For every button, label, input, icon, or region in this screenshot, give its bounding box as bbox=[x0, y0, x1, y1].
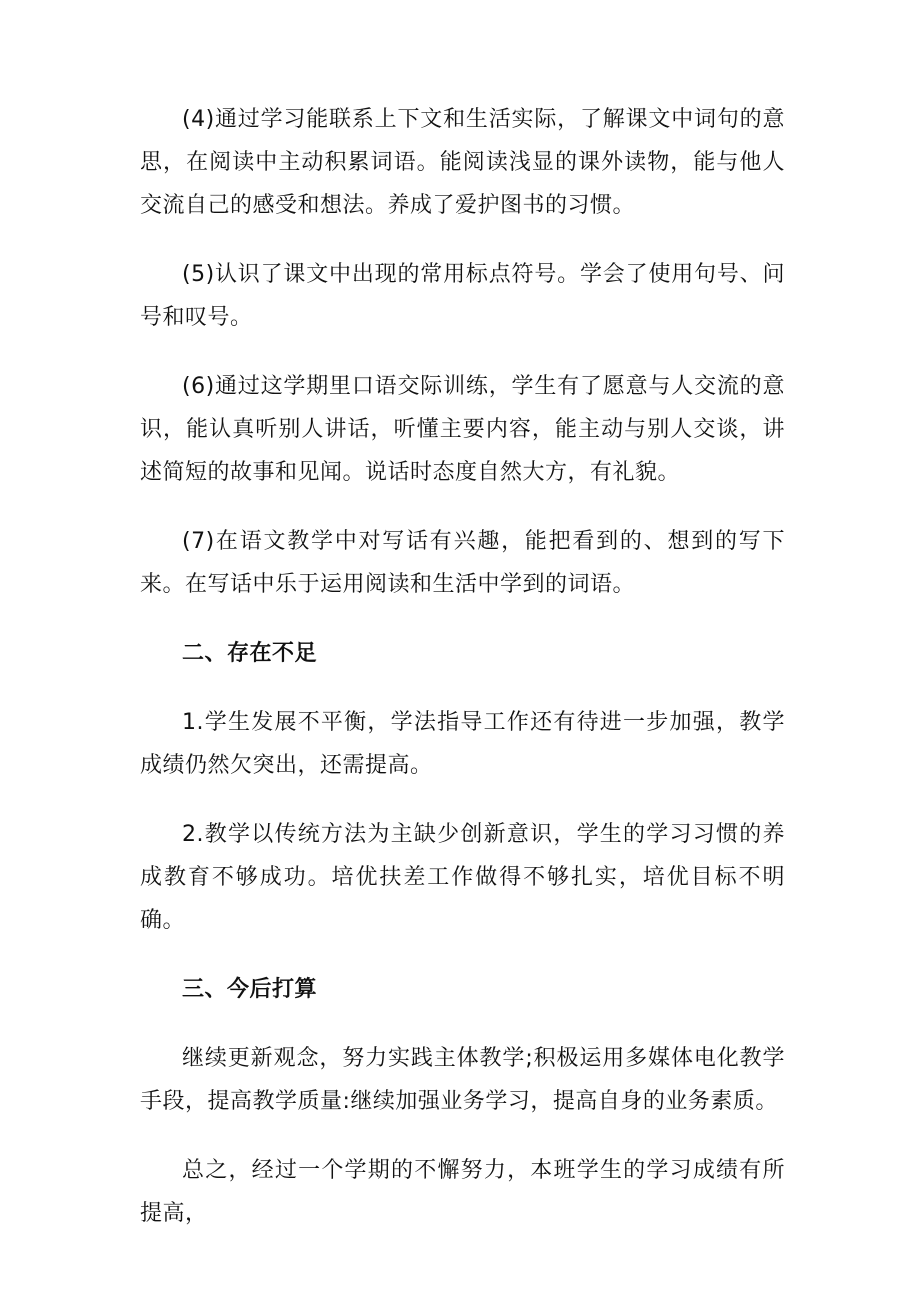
document-body bbox=[140, 98, 785, 1261]
paragraph-item-4: (4)通过学习能联系上下文和生活实际，了解课文中词句的意思，在阅读中主动积累词语。能阅读浅显的课外读物，能与他人交流自己的感受和想法。养成了爱护图书的习惯。 bbox=[140, 107, 785, 218]
paragraph-item-5: (5)认识了课文中出现的常用标点符号。学会了使用句号、问号和叹号。 bbox=[140, 262, 785, 330]
paragraph-shortcoming-2: 2.教学以传统方法为主缺少创新意识，学生的学习习惯的养成教育不够成功。培优扶差工作做得不够扎实，培优目标不明确。 bbox=[140, 822, 785, 933]
paragraph-future-plans: 继续更新观念，努力实践主体教学;积极运用多媒体电化教学手段，提高教学质量:继续加强业务学习，提高自身的业务素质。 bbox=[140, 1046, 785, 1114]
paragraph-item-6: (6)通过这学期里口语交际训练，学生有了愿意与人交流的意识，能认真听别人讲话，听懂主要内容，能主动与别人交谈，讲述简短的故事和见闻。说话时态度自然大方，有礼貌。 bbox=[140, 374, 785, 485]
paragraph-item-7: (7)在语文教学中对写话有兴趣，能把看到的、想到的写下来。在写话中乐于运用阅读和生活中学到的词语。 bbox=[140, 529, 785, 597]
section-heading-shortcomings: 二、存在不足 bbox=[182, 641, 318, 666]
paragraph-conclusion: 总之，经过一个学期的不懈努力，本班学生的学习成绩有所提高， bbox=[140, 1158, 785, 1226]
paragraph-shortcoming-1: 1.学生发展不平衡，学法指导工作还有待进一步加强，教学成绩仍然欠突出，还需提高。 bbox=[140, 710, 785, 778]
section-heading-future-plans: 三、今后打算 bbox=[182, 977, 318, 1002]
